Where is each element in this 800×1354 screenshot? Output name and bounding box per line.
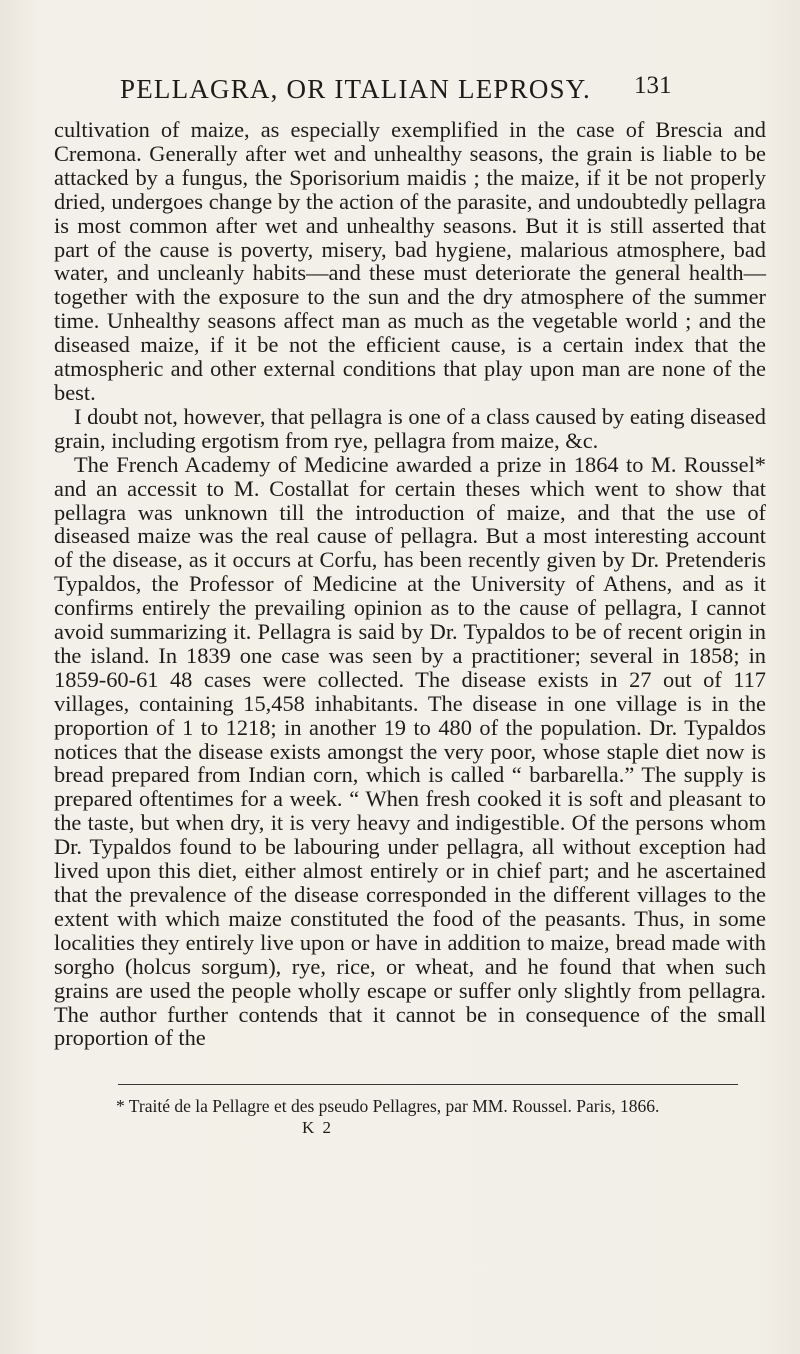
paragraph-3: The French Academy of Medicine awarded a prize in 1864 to M. Roussel* and an accessit to M. Costallat for certain theses which went to show that pellagra was unknown till the introduction of maize, and that the use of diseased maize was the real cause of pellagra. But a most interesting account of the disease, as it occurs at Corfu, has been recently given by Dr. Pretenderis Typaldos, the Professor of Medicine at the University of Athens, and as it confirms entirely the prevailing opinion as to the cause of pellagra, I cannot avoid summarizing it. Pellagra is said by Dr. Typaldos to be of recent origin in the island. In 1839 one case was seen by a practitioner; several in 1858; in 1859-60-61 48 cases were collected. The disease exists in 27 out of 117 villages, containing 15,458 inhabitants. The disease in one village is in the proportion of 1 to 1218; in another 19 to 480 of the population. Dr. Typaldos notices that the disease exists amongst the very poor, whose staple diet now is bread prepared from Indian corn, which is called “ barbarella.” The supply is prepared oftentimes for a week. “ When fresh cooked it is soft and pleasant to the taste, but when dry, it is very heavy and indigestible. Of the persons whom Dr. Typaldos found to be labouring under pellagra, all without exception had lived upon this diet, either almost entirely or in chief part; and he ascertained that the prevalence of the disease corresponded in the different villages to the extent with which maize constituted the food of the peasants. Thus, in some localities they entirely live upon or have in addition to maize, bread made with sorgho (holcus sorgum), rye, rice, or wheat, and he found that when such grains are used the people wholly escape or suffer only slightly from pellagra. The author further contends that it cannot be in consequence of the small proportion of the [54,451,766,1051]
paragraph-2: I doubt not, however, that pellagra is one of a class caused by eating diseased grain, including ergotism from rye, pellagra from maize, &c. [54,403,766,453]
footnote: * Traité de la Pellagre et des pseudo Pellagres, par MM. Roussel. Paris, 1866. [116,1096,660,1116]
footnote-divider [118,1084,738,1085]
body-text [54,118,766,1050]
running-title: PELLAGRA, OR ITALIAN LEPROSY. [120,74,591,104]
page-header [120,74,680,108]
paragraph-1: cultivation of maize, as especially exemplified in the case of Brescia and Cremona. Generally after wet and unhealthy seasons, the grain is liable to be attacked by a fungus, the Sporisorium maidis ; the maize, if it be not properly dried, undergoes change by the action of the parasite, and undoubtedly pellagra is most common after wet and unhealthy seasons. But it is still asserted that part of the cause is poverty, misery, bad hygiene, malarious atmosphere, bad water, and uncleanly habits—and these must deteriorate the general health—together with the exposure to the sun and the dry atmosphere of the summer time. Unhealthy seasons affect man as much as the vegetable world ; and the diseased maize, if it be not the efficient cause, is a certain index that the atmospheric and other external conditions that play upon man are none of the best. [54,117,766,405]
page-number: 131 [634,72,672,99]
signature-mark: K 2 [302,1118,334,1137]
